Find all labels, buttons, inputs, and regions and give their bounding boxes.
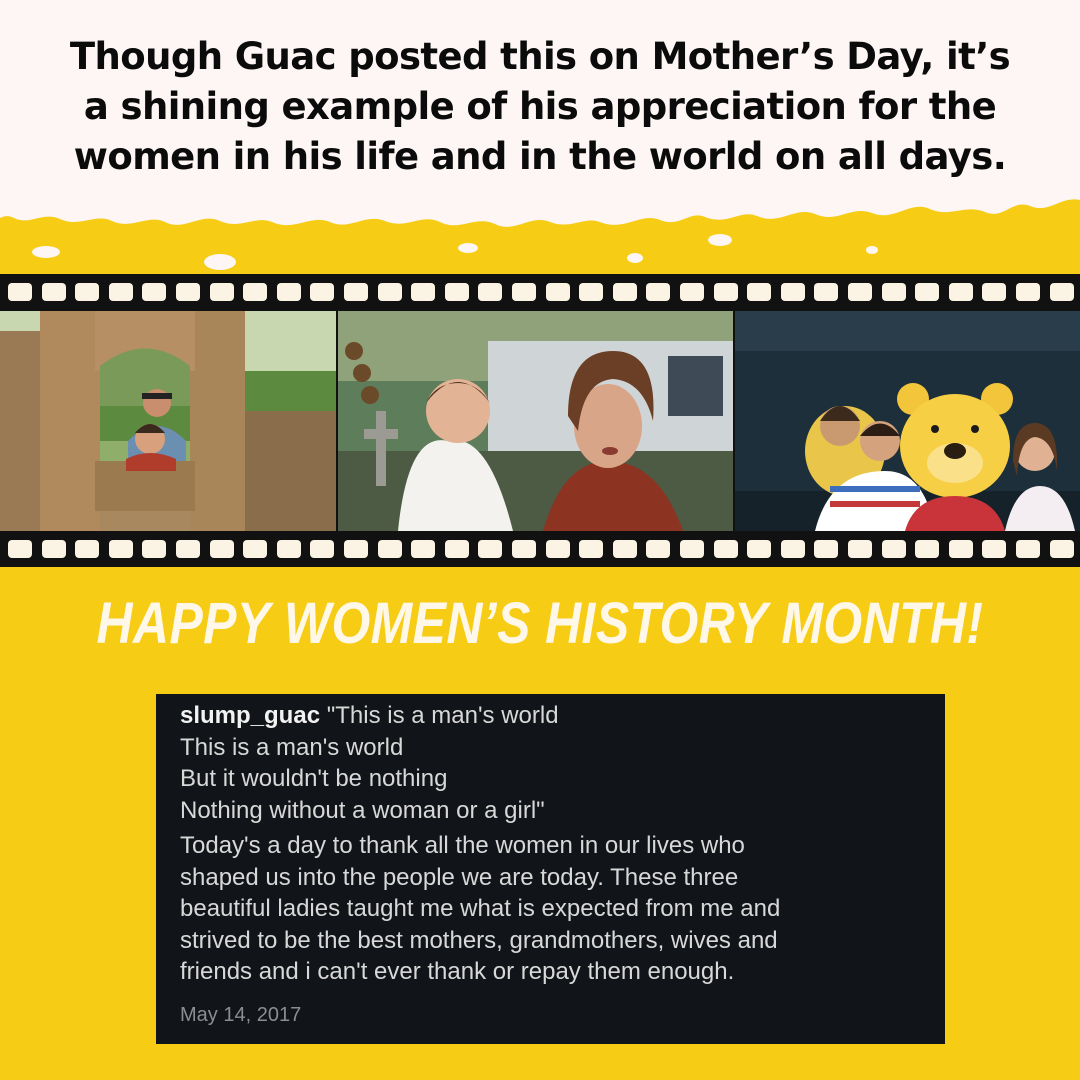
film-frames bbox=[0, 311, 1080, 531]
username[interactable]: slump_guac bbox=[180, 702, 321, 729]
sprocket-hole bbox=[8, 540, 32, 558]
quote-line: Nothing without a woman or a girl" bbox=[180, 796, 545, 824]
sprocket-hole bbox=[176, 283, 200, 301]
post-date: May 14, 2017 bbox=[180, 1003, 302, 1026]
sprocket-hole bbox=[277, 540, 301, 558]
sprocket-hole bbox=[310, 283, 334, 301]
sprocket-hole bbox=[579, 283, 603, 301]
sprocket-hole bbox=[714, 540, 738, 558]
sprocket-hole bbox=[512, 283, 536, 301]
sprocket-hole bbox=[378, 540, 402, 558]
sprocket-hole bbox=[546, 540, 570, 558]
sprocket-hole bbox=[210, 540, 234, 558]
sprocket-hole bbox=[42, 283, 66, 301]
sprocket-hole bbox=[915, 540, 939, 558]
sprocket-hole bbox=[142, 540, 166, 558]
sprocket-hole bbox=[982, 283, 1006, 301]
sprocket-hole bbox=[982, 540, 1006, 558]
sprocket-hole bbox=[613, 540, 637, 558]
sprocket-hole bbox=[680, 540, 704, 558]
sprocket-hole bbox=[142, 283, 166, 301]
photo-winnie-the-pooh bbox=[735, 311, 1080, 531]
sprocket-hole bbox=[75, 283, 99, 301]
film-strip bbox=[0, 274, 1080, 567]
sprocket-hole bbox=[378, 283, 402, 301]
sprocket-hole bbox=[949, 283, 973, 301]
sprocket-hole bbox=[411, 540, 435, 558]
sprocket-row-bottom bbox=[0, 531, 1080, 567]
sprocket-hole bbox=[680, 283, 704, 301]
photo-grandmother-toddler bbox=[338, 311, 733, 531]
sprocket-hole bbox=[546, 283, 570, 301]
caption-line-1 bbox=[180, 700, 921, 732]
sprocket-hole bbox=[646, 540, 670, 558]
sprocket-hole bbox=[1016, 540, 1040, 558]
sprocket-hole bbox=[882, 540, 906, 558]
caption-quote bbox=[180, 700, 921, 826]
caption-body bbox=[180, 830, 921, 988]
sprocket-hole bbox=[176, 540, 200, 558]
body-line: shaped us into the people we are today. These three bbox=[180, 863, 739, 891]
sprocket-hole bbox=[478, 283, 502, 301]
sprocket-hole bbox=[512, 540, 536, 558]
headline-line-2: a shining example of his appreciation for the bbox=[83, 85, 997, 128]
sprocket-hole bbox=[781, 540, 805, 558]
sprocket-hole bbox=[109, 283, 133, 301]
quote-line: But it wouldn't be nothing bbox=[180, 765, 448, 792]
sprocket-hole bbox=[714, 283, 738, 301]
sprocket-hole bbox=[75, 540, 99, 558]
sprocket-hole bbox=[848, 283, 872, 301]
sprocket-hole bbox=[949, 540, 973, 558]
headline bbox=[30, 32, 1050, 182]
sprocket-hole bbox=[478, 540, 502, 558]
sprocket-hole bbox=[882, 283, 906, 301]
body-line: Today's a day to thank all the women in our lives who bbox=[180, 832, 745, 859]
sprocket-row-top bbox=[0, 274, 1080, 310]
sprocket-hole bbox=[814, 540, 838, 558]
headline-banner bbox=[0, 0, 1080, 280]
body-line: beautiful ladies taught me what is expected from me and bbox=[180, 895, 781, 922]
sprocket-hole bbox=[243, 540, 267, 558]
quote-line: This is a man's world bbox=[180, 733, 404, 761]
sprocket-hole bbox=[915, 283, 939, 301]
body-line: strived to be the best mothers, grandmothers, wives and bbox=[180, 926, 778, 954]
body-line: friends and i can't ever thank or repay them enough. bbox=[180, 958, 735, 985]
sprocket-hole bbox=[747, 540, 771, 558]
photo-playground bbox=[0, 311, 336, 531]
sprocket-hole bbox=[747, 283, 771, 301]
sprocket-hole bbox=[344, 283, 368, 301]
sprocket-hole bbox=[8, 283, 32, 301]
headline-line-3: women in his life and in the world on all days. bbox=[73, 135, 1007, 178]
sprocket-hole bbox=[210, 283, 234, 301]
sprocket-hole bbox=[310, 540, 334, 558]
sprocket-hole bbox=[848, 540, 872, 558]
sprocket-hole bbox=[411, 283, 435, 301]
caption-card bbox=[156, 694, 945, 1044]
sprocket-hole bbox=[1050, 540, 1074, 558]
sprocket-hole bbox=[344, 540, 368, 558]
sprocket-hole bbox=[1050, 283, 1074, 301]
month-title: HAPPY WOMEN’S HISTORY MONTH! bbox=[96, 591, 984, 656]
sprocket-hole bbox=[613, 283, 637, 301]
sprocket-hole bbox=[445, 283, 469, 301]
sprocket-hole bbox=[277, 283, 301, 301]
sprocket-hole bbox=[814, 283, 838, 301]
sprocket-hole bbox=[781, 283, 805, 301]
sprocket-hole bbox=[109, 540, 133, 558]
sprocket-hole bbox=[42, 540, 66, 558]
sprocket-hole bbox=[445, 540, 469, 558]
quote-line: "This is a man's world bbox=[326, 702, 559, 729]
sprocket-hole bbox=[579, 540, 603, 558]
headline-line-1: Though Guac posted this on Mother’s Day, it’s bbox=[69, 35, 1011, 78]
sprocket-hole bbox=[243, 283, 267, 301]
sprocket-hole bbox=[1016, 283, 1040, 301]
sprocket-hole bbox=[646, 283, 670, 301]
